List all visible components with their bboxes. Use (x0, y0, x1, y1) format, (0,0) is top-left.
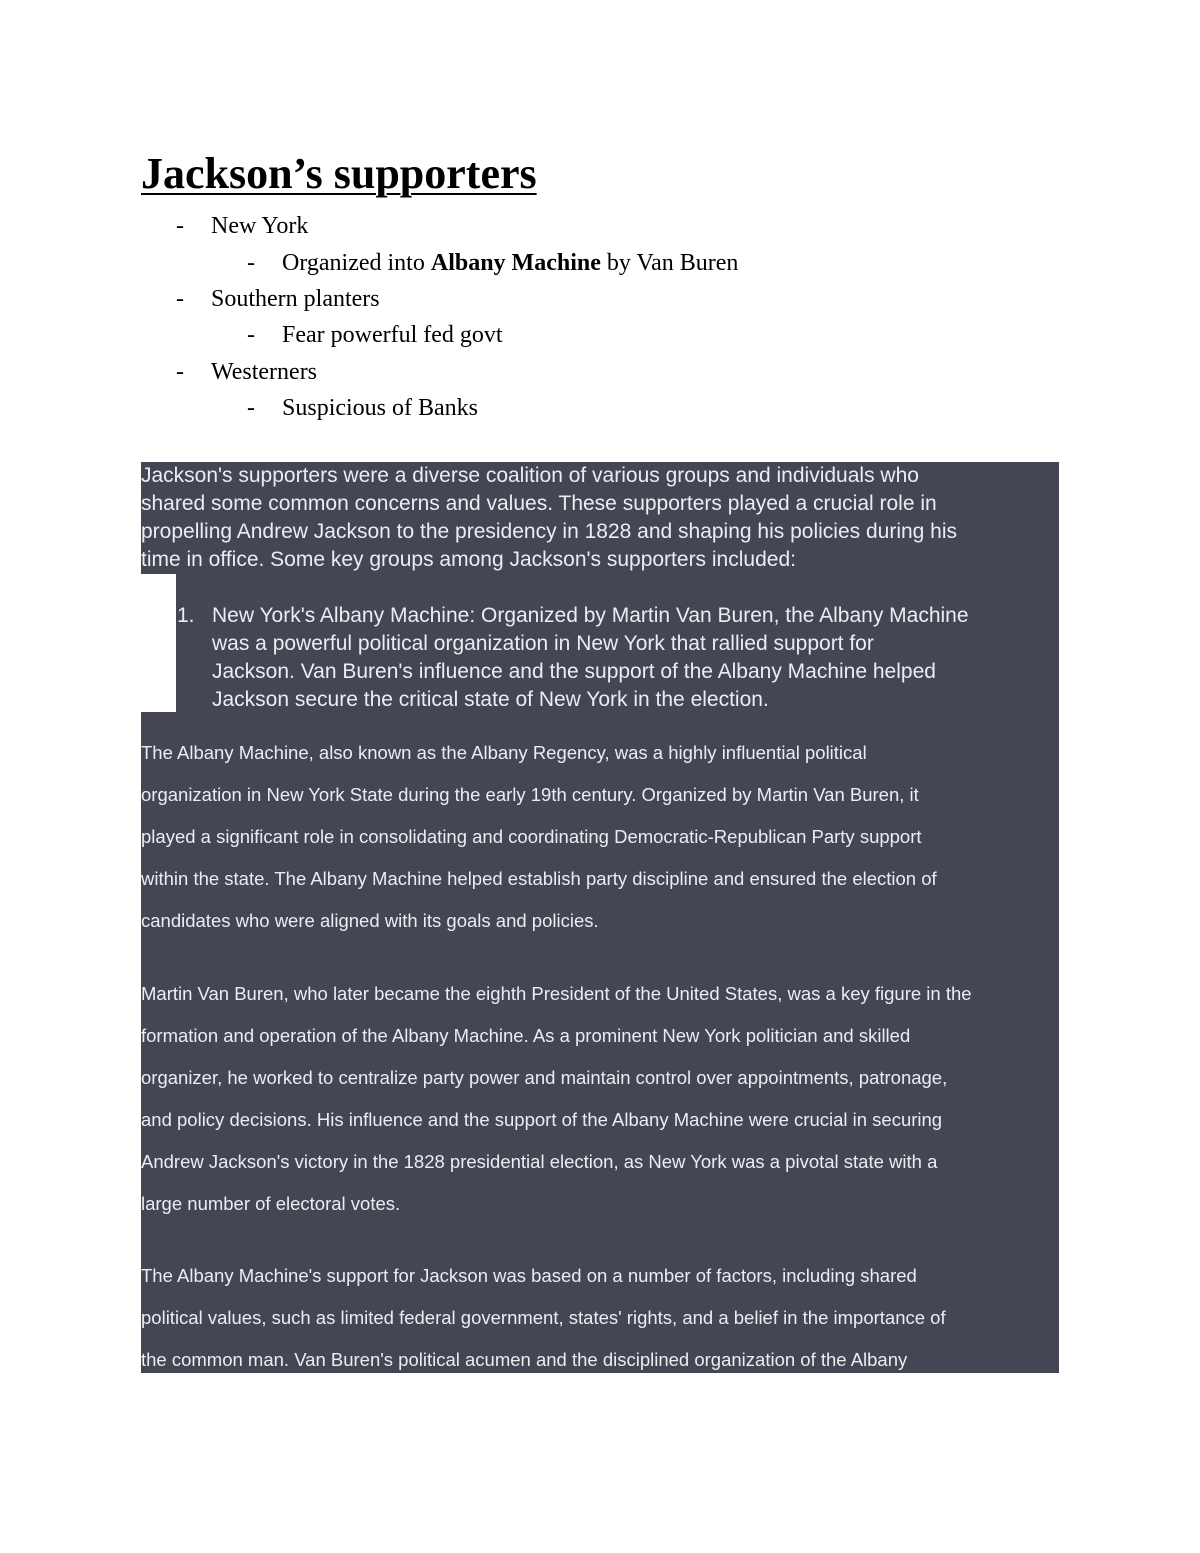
paragraph-line: organizer, he worked to centralize party power and maintain control over appointments, patronage, (141, 1067, 948, 1088)
subitem-text-before: Organized into (282, 250, 431, 276)
bullet-dash: - (247, 395, 255, 421)
albany-machine-bold: Albany Machine (430, 250, 601, 276)
paragraph-line: the common man. Van Buren's political acumen and the disciplined organization of the Albany (141, 1349, 908, 1370)
paragraph-line: Martin Van Buren, who later became the eighth President of the United States, was a key figure in the (141, 983, 972, 1004)
paragraph-line: large number of electoral votes. (141, 1193, 401, 1214)
list-item-albany-machine (212, 602, 969, 714)
response-intro (141, 462, 957, 574)
list-item-line: was a powerful political organization in New York that rallied support for (212, 632, 874, 655)
list-item-line: Jackson secure the critical state of New York in the election. (212, 688, 769, 711)
paragraph-line: and policy decisions. His influence and the support of the Albany Machine were crucial in securing (141, 1109, 943, 1130)
bullet-dash: - (176, 359, 184, 385)
page-title: Jackson’s supporters (141, 149, 537, 198)
outline-item-southern-planters: Southern planters (211, 286, 380, 312)
outline-subitem-albany (282, 248, 738, 278)
outline-item-new-york: New York (211, 213, 309, 239)
paragraph-line: formation and operation of the Albany Machine. As a prominent New York politician and skilled (141, 1025, 911, 1046)
intro-line: time in office. Some key groups among Jackson's supporters included: (141, 548, 796, 571)
outline-subitem-fear: Fear powerful fed govt (282, 322, 503, 348)
intro-line: propelling Andrew Jackson to the presidency in 1828 and shaping his policies during his (141, 520, 958, 543)
list-item-line: New York's Albany Machine: Organized by Martin Van Buren, the Albany Machine (212, 604, 969, 627)
paragraph-line: played a significant role in consolidating and coordinating Democratic-Republican Party support (141, 826, 922, 847)
bullet-dash: - (247, 250, 255, 276)
bullet-dash: - (176, 213, 184, 239)
response-paragraph-3 (141, 1255, 946, 1381)
paragraph-line: The Albany Machine's support for Jackson was based on a number of factors, including shared (141, 1265, 917, 1286)
response-paragraph-2 (141, 973, 972, 1225)
intro-line: shared some common concerns and values. These supporters played a crucial role in (141, 492, 937, 515)
paragraph-line: The Albany Machine, also known as the Albany Regency, was a highly influential political (141, 742, 867, 763)
subitem-text-after: by Van Buren (600, 250, 739, 276)
paragraph-line: Andrew Jackson's victory in the 1828 presidential election, as New York was a pivotal state with a (141, 1151, 938, 1172)
paragraph-line: political values, such as limited federal government, states' rights, and a belief in the importance of (141, 1307, 946, 1328)
outline-subitem-suspicious: Suspicious of Banks (282, 395, 479, 421)
list-item-line: Jackson. Van Buren's influence and the support of the Albany Machine helped (212, 660, 936, 683)
list-number: 1. (177, 604, 195, 627)
bullet-dash: - (247, 322, 255, 348)
response-paragraph-1 (141, 732, 937, 942)
intro-line: Jackson's supporters were a diverse coalition of various groups and individuals who (141, 464, 919, 487)
paragraph-line: within the state. The Albany Machine helped establish party discipline and ensured the election of (141, 868, 937, 889)
paragraph-line: organization in New York State during the early 19th century. Organized by Martin Van Buren, it (141, 784, 919, 805)
bullet-dash: - (176, 286, 184, 312)
outline-item-westerners: Westerners (211, 359, 318, 385)
paragraph-line: candidates who were aligned with its goals and policies. (141, 910, 599, 931)
